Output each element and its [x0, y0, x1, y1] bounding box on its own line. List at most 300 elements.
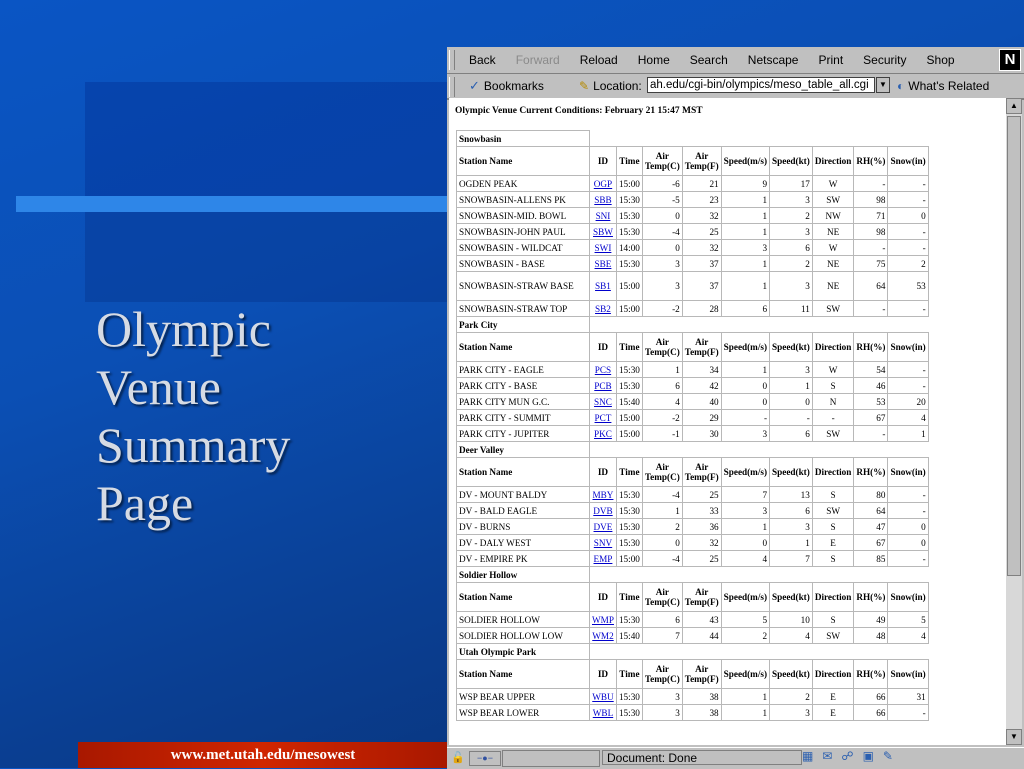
value-cell: 1 — [721, 256, 769, 272]
column-header: Snow(in) — [888, 660, 928, 689]
venue-name: Deer Valley — [457, 442, 590, 458]
column-header: Air Temp(C) — [642, 147, 682, 176]
value-cell: - — [888, 705, 928, 721]
value-cell: 17 — [770, 176, 813, 192]
station-id-link[interactable]: WMP — [592, 614, 614, 625]
venue-name: Snowbasin — [457, 131, 590, 147]
station-name: DV - BALD EAGLE — [457, 503, 590, 519]
direction-cell: - — [812, 410, 854, 426]
station-id-link[interactable]: PCT — [594, 412, 612, 423]
station-row — [457, 503, 929, 519]
whats-related-button[interactable] — [897, 74, 989, 98]
value-cell: - — [888, 378, 928, 394]
station-id-link[interactable]: SNC — [594, 396, 612, 407]
value-cell: 1 — [642, 362, 682, 378]
value-cell: - — [770, 410, 813, 426]
value-cell: 4 — [888, 410, 928, 426]
value-cell: 1 — [721, 224, 769, 240]
station-row — [457, 689, 929, 705]
column-header: Air Temp(C) — [642, 458, 682, 487]
logo-letter: N — [1004, 51, 1016, 68]
station-name: SNOWBASIN-MID. BOWL — [457, 208, 590, 224]
location-grip-handle[interactable] — [449, 77, 455, 97]
station-id-cell — [590, 256, 617, 272]
netscape-logo-icon — [999, 49, 1021, 71]
value-cell: 6 — [642, 378, 682, 394]
station-name: DV - DALY WEST — [457, 535, 590, 551]
value-cell: 3 — [721, 503, 769, 519]
direction-cell: S — [812, 551, 854, 567]
value-cell: 3 — [770, 705, 813, 721]
station-row — [457, 394, 929, 410]
scrollbar-thumb[interactable] — [1007, 116, 1021, 576]
slide-title-line: Venue — [96, 359, 221, 415]
time-cell: 15:40 — [616, 628, 642, 644]
value-cell: 98 — [854, 192, 888, 208]
station-row — [457, 301, 929, 317]
direction-cell: E — [812, 689, 854, 705]
station-name: OGDEN PEAK — [457, 176, 590, 192]
value-cell: 28 — [682, 301, 721, 317]
station-row — [457, 256, 929, 272]
value-cell: - — [888, 551, 928, 567]
toolbar-grip-handle[interactable] — [449, 50, 455, 70]
column-header-row — [457, 660, 929, 689]
direction-cell: NW — [812, 208, 854, 224]
value-cell: 5 — [888, 612, 928, 628]
address-book-icon[interactable]: ▣ — [862, 749, 874, 763]
location-dropdown-arrow-icon[interactable]: ▼ — [876, 77, 890, 93]
station-name: WSP BEAR LOWER — [457, 705, 590, 721]
column-header: ID — [590, 333, 617, 362]
decorative-bar — [16, 196, 448, 212]
station-row — [457, 519, 929, 535]
time-cell: 15:00 — [616, 272, 642, 301]
value-cell: -6 — [642, 176, 682, 192]
venue-header-row — [457, 644, 929, 660]
location-input[interactable]: ah.edu/cgi-bin/olympics/meso_table_all.cgi — [647, 77, 875, 93]
station-row — [457, 240, 929, 256]
search-button[interactable]: Search — [689, 53, 728, 67]
column-header: RH(%) — [854, 333, 888, 362]
column-header: Speed(kt) — [770, 583, 813, 612]
composer-icon[interactable]: ✎ — [882, 749, 893, 763]
station-name: PARK CITY - SUMMIT — [457, 410, 590, 426]
column-header: Speed(m/s) — [721, 660, 769, 689]
value-cell: - — [888, 176, 928, 192]
value-cell: 3 — [642, 689, 682, 705]
home-button[interactable]: Home — [637, 53, 670, 67]
time-cell: 15:00 — [616, 551, 642, 567]
value-cell: 64 — [854, 272, 888, 301]
station-id-link[interactable]: SB1 — [595, 281, 611, 291]
value-cell: 40 — [682, 394, 721, 410]
time-cell: 15:30 — [616, 705, 642, 721]
direction-cell: W — [812, 362, 854, 378]
value-cell: 71 — [854, 208, 888, 224]
security-lock-icon[interactable]: 🔓 — [451, 752, 465, 764]
value-cell: 66 — [854, 689, 888, 705]
column-header: Direction — [812, 147, 854, 176]
direction-cell: S — [812, 487, 854, 503]
value-cell: 2 — [888, 256, 928, 272]
security-button[interactable]: Security — [863, 53, 907, 67]
time-cell: 15:30 — [616, 362, 642, 378]
station-row — [457, 410, 929, 426]
value-cell: 6 — [770, 503, 813, 519]
bookmarks-button[interactable] — [469, 74, 544, 98]
column-header: Time — [616, 458, 642, 487]
value-cell: 20 — [888, 394, 928, 410]
column-header: Air Temp(F) — [682, 583, 721, 612]
station-row — [457, 535, 929, 551]
station-name: DV - BURNS — [457, 519, 590, 535]
value-cell: - — [721, 410, 769, 426]
venue-name: Park City — [457, 317, 590, 333]
column-header: RH(%) — [854, 147, 888, 176]
value-cell: -4 — [642, 487, 682, 503]
station-id-cell — [590, 362, 617, 378]
progress-field — [502, 750, 600, 767]
column-header: Time — [616, 660, 642, 689]
conditions-table — [456, 130, 929, 721]
time-cell: 15:30 — [616, 503, 642, 519]
station-id-link[interactable]: SBW — [593, 226, 613, 237]
value-cell: 9 — [721, 176, 769, 192]
value-cell: 2 — [721, 628, 769, 644]
column-header: Station Name — [457, 333, 590, 362]
station-id-link[interactable]: SWI — [594, 242, 612, 253]
direction-cell: SW — [812, 301, 854, 317]
value-cell: - — [888, 224, 928, 240]
station-id-link[interactable]: DVE — [593, 521, 613, 532]
station-id-cell — [590, 535, 617, 551]
value-cell: 3 — [721, 240, 769, 256]
column-header: Snow(in) — [888, 458, 928, 487]
station-name: PARK CITY - EAGLE — [457, 362, 590, 378]
mail-icon[interactable]: ✉ — [822, 749, 833, 763]
newsgroups-icon[interactable]: ☍ — [841, 749, 854, 763]
value-cell: 25 — [682, 224, 721, 240]
value-cell: 66 — [854, 705, 888, 721]
value-cell: 49 — [854, 612, 888, 628]
station-name: SNOWBASIN-STRAW BASE — [457, 272, 590, 301]
scroll-down-arrow-icon[interactable]: ▼ — [1006, 729, 1022, 745]
location-label-text: Location: — [593, 79, 642, 93]
time-cell: 15:00 — [616, 426, 642, 442]
netscape-button[interactable]: Netscape — [747, 53, 799, 67]
value-cell: 31 — [888, 689, 928, 705]
value-cell: 1 — [721, 519, 769, 535]
value-cell: 64 — [854, 503, 888, 519]
station-id-link[interactable]: WBL — [592, 707, 614, 718]
value-cell: 98 — [854, 224, 888, 240]
value-cell: - — [854, 426, 888, 442]
direction-cell: SW — [812, 192, 854, 208]
station-row — [457, 487, 929, 503]
value-cell: 42 — [682, 378, 721, 394]
column-header: Time — [616, 583, 642, 612]
back-button[interactable]: Back — [469, 53, 496, 67]
station-id-link[interactable]: SBB — [594, 194, 612, 205]
venue-name: Soldier Hollow — [457, 567, 590, 583]
station-id-link[interactable]: WM2 — [592, 630, 614, 641]
value-cell: 3 — [642, 256, 682, 272]
station-id-link[interactable]: PCS — [594, 364, 612, 375]
station-id-cell — [590, 272, 617, 301]
value-cell: 1 — [721, 362, 769, 378]
station-row — [457, 612, 929, 628]
station-id-cell — [590, 705, 617, 721]
column-header: Direction — [812, 660, 854, 689]
station-row — [457, 224, 929, 240]
value-cell: 1 — [721, 689, 769, 705]
value-cell: -4 — [642, 224, 682, 240]
station-name: SOLDIER HOLLOW LOW — [457, 628, 590, 644]
venue-header-row — [457, 317, 929, 333]
value-cell: 3 — [770, 362, 813, 378]
value-cell: - — [854, 240, 888, 256]
column-header: RH(%) — [854, 660, 888, 689]
location-toolbar — [447, 74, 1024, 100]
whats-related-icon: ◐ — [897, 79, 905, 93]
time-cell: 15:30 — [616, 256, 642, 272]
value-cell: 2 — [770, 689, 813, 705]
print-button[interactable]: Print — [818, 53, 844, 67]
station-id-link[interactable]: MBY — [592, 489, 614, 500]
time-cell: 15:30 — [616, 192, 642, 208]
station-id-cell — [590, 208, 617, 224]
station-id-cell — [590, 394, 617, 410]
station-id-link[interactable]: EMP — [593, 553, 613, 564]
time-cell: 15:30 — [616, 612, 642, 628]
time-cell: 15:40 — [616, 394, 642, 410]
direction-cell: E — [812, 705, 854, 721]
station-id-cell — [590, 628, 617, 644]
column-header: ID — [590, 147, 617, 176]
value-cell: 7 — [642, 628, 682, 644]
status-bar — [447, 747, 1024, 769]
whats-related-label: What's Related — [908, 79, 990, 93]
navigator-icon[interactable]: ▦ — [802, 749, 814, 763]
value-cell: 1 — [642, 503, 682, 519]
direction-cell: S — [812, 519, 854, 535]
bookmarks-icon: ✓ — [469, 78, 480, 93]
value-cell: 11 — [770, 301, 813, 317]
column-header-row — [457, 333, 929, 362]
bookmarks-label: Bookmarks — [483, 79, 544, 93]
shop-button[interactable]: Shop — [926, 53, 955, 67]
station-name: PARK CITY - BASE — [457, 378, 590, 394]
value-cell: 4 — [721, 551, 769, 567]
footer-url-bar — [78, 742, 448, 768]
station-id-link[interactable]: SNI — [595, 210, 611, 221]
value-cell: -2 — [642, 301, 682, 317]
station-row — [457, 551, 929, 567]
station-name: PARK CITY - JUPITER — [457, 426, 590, 442]
station-id-link[interactable]: PKC — [594, 428, 612, 439]
column-header: Speed(kt) — [770, 660, 813, 689]
station-id-link[interactable]: SB2 — [595, 303, 611, 314]
value-cell: -2 — [642, 410, 682, 426]
value-cell: 21 — [682, 176, 721, 192]
value-cell: 75 — [854, 256, 888, 272]
venue-header-row — [457, 131, 929, 147]
direction-cell: N — [812, 394, 854, 410]
station-row — [457, 208, 929, 224]
value-cell: 38 — [682, 689, 721, 705]
column-header: Air Temp(F) — [682, 147, 721, 176]
column-header: Air Temp(F) — [682, 458, 721, 487]
station-name: DV - MOUNT BALDY — [457, 487, 590, 503]
column-header: ID — [590, 660, 617, 689]
value-cell: 7 — [770, 551, 813, 567]
station-name: PARK CITY MUN G.C. — [457, 394, 590, 410]
value-cell: 29 — [682, 410, 721, 426]
footer-url: www.met.utah.edu/mesowest — [170, 747, 356, 763]
value-cell: 2 — [770, 256, 813, 272]
station-name: DV - EMPIRE PK — [457, 551, 590, 567]
forward-button[interactable]: Forward — [515, 53, 560, 67]
value-cell: 85 — [854, 551, 888, 567]
column-header: Speed(m/s) — [721, 147, 769, 176]
column-header: Air Temp(C) — [642, 333, 682, 362]
value-cell: 1 — [721, 272, 769, 301]
value-cell: 3 — [721, 426, 769, 442]
station-name: SNOWBASIN-STRAW TOP — [457, 301, 590, 317]
station-id-link[interactable]: WBU — [592, 691, 614, 702]
station-row — [457, 628, 929, 644]
column-header: RH(%) — [854, 458, 888, 487]
column-header-row — [457, 458, 929, 487]
page-content — [449, 98, 1006, 745]
value-cell: 44 — [682, 628, 721, 644]
slide-title-line: Summary — [96, 417, 291, 473]
value-cell: 1 — [721, 208, 769, 224]
station-row — [457, 362, 929, 378]
station-id-link[interactable]: SBE — [594, 258, 612, 269]
column-header: Speed(m/s) — [721, 458, 769, 487]
column-header: Station Name — [457, 660, 590, 689]
value-cell: 7 — [721, 487, 769, 503]
direction-cell: NE — [812, 256, 854, 272]
time-cell: 15:30 — [616, 208, 642, 224]
value-cell: 0 — [721, 378, 769, 394]
direction-cell: W — [812, 240, 854, 256]
column-header: Station Name — [457, 147, 590, 176]
value-cell: 4 — [642, 394, 682, 410]
direction-cell: S — [812, 378, 854, 394]
page-proxy-icon[interactable]: ✎ — [579, 79, 590, 93]
value-cell: 3 — [642, 705, 682, 721]
direction-cell: NE — [812, 224, 854, 240]
time-cell: 15:00 — [616, 301, 642, 317]
value-cell: 6 — [770, 426, 813, 442]
online-status-icon[interactable]: −●− — [469, 751, 501, 766]
column-header: Time — [616, 333, 642, 362]
column-header: Station Name — [457, 458, 590, 487]
direction-cell: NE — [812, 272, 854, 301]
value-cell: 34 — [682, 362, 721, 378]
time-cell: 15:30 — [616, 378, 642, 394]
direction-cell: SW — [812, 426, 854, 442]
value-cell: 1 — [721, 705, 769, 721]
value-cell: 0 — [642, 240, 682, 256]
station-name: SOLDIER HOLLOW — [457, 612, 590, 628]
value-cell: 2 — [770, 208, 813, 224]
value-cell: - — [888, 487, 928, 503]
station-id-link[interactable]: SNV — [593, 537, 613, 548]
value-cell: - — [888, 192, 928, 208]
time-cell: 15:30 — [616, 487, 642, 503]
value-cell: 25 — [682, 551, 721, 567]
value-cell: - — [888, 240, 928, 256]
reload-button[interactable]: Reload — [579, 53, 618, 67]
time-cell: 15:30 — [616, 535, 642, 551]
value-cell: 33 — [682, 503, 721, 519]
column-header-row — [457, 583, 929, 612]
station-id-cell — [590, 240, 617, 256]
value-cell: 48 — [854, 628, 888, 644]
value-cell: - — [888, 301, 928, 317]
value-cell: - — [888, 362, 928, 378]
vertical-scrollbar[interactable] — [1006, 98, 1022, 745]
direction-cell: W — [812, 176, 854, 192]
value-cell: 0 — [721, 535, 769, 551]
column-header: Time — [616, 147, 642, 176]
value-cell: 32 — [682, 208, 721, 224]
decorative-square — [85, 82, 447, 202]
column-header: Speed(kt) — [770, 147, 813, 176]
station-row — [457, 272, 929, 301]
column-header: Direction — [812, 458, 854, 487]
time-cell: 15:30 — [616, 224, 642, 240]
station-id-cell — [590, 410, 617, 426]
value-cell: 0 — [888, 208, 928, 224]
value-cell: -4 — [642, 551, 682, 567]
station-id-link[interactable]: DVB — [593, 505, 613, 516]
venue-header-row — [457, 442, 929, 458]
slide-title — [96, 300, 436, 532]
station-id-link[interactable]: OGP — [593, 178, 613, 189]
time-cell: 14:00 — [616, 240, 642, 256]
value-cell: 67 — [854, 535, 888, 551]
station-row — [457, 705, 929, 721]
value-cell: 1 — [888, 426, 928, 442]
value-cell: 80 — [854, 487, 888, 503]
value-cell: 3 — [642, 272, 682, 301]
value-cell: -1 — [642, 426, 682, 442]
nav-buttons — [459, 47, 965, 73]
station-name: SNOWBASIN - WILDCAT — [457, 240, 590, 256]
scroll-up-arrow-icon[interactable]: ▲ — [1006, 98, 1022, 114]
direction-cell: SW — [812, 628, 854, 644]
decorative-shadow — [85, 212, 447, 302]
station-name: SNOWBASIN-ALLENS PK — [457, 192, 590, 208]
column-header-row — [457, 147, 929, 176]
station-row — [457, 176, 929, 192]
station-id-cell — [590, 689, 617, 705]
value-cell: 1 — [721, 192, 769, 208]
value-cell: 46 — [854, 378, 888, 394]
station-id-link[interactable]: PCB — [594, 380, 612, 391]
value-cell: 54 — [854, 362, 888, 378]
value-cell: 53 — [888, 272, 928, 301]
time-cell: 15:30 — [616, 519, 642, 535]
column-header: Speed(kt) — [770, 333, 813, 362]
column-header: Speed(m/s) — [721, 333, 769, 362]
station-id-cell — [590, 426, 617, 442]
